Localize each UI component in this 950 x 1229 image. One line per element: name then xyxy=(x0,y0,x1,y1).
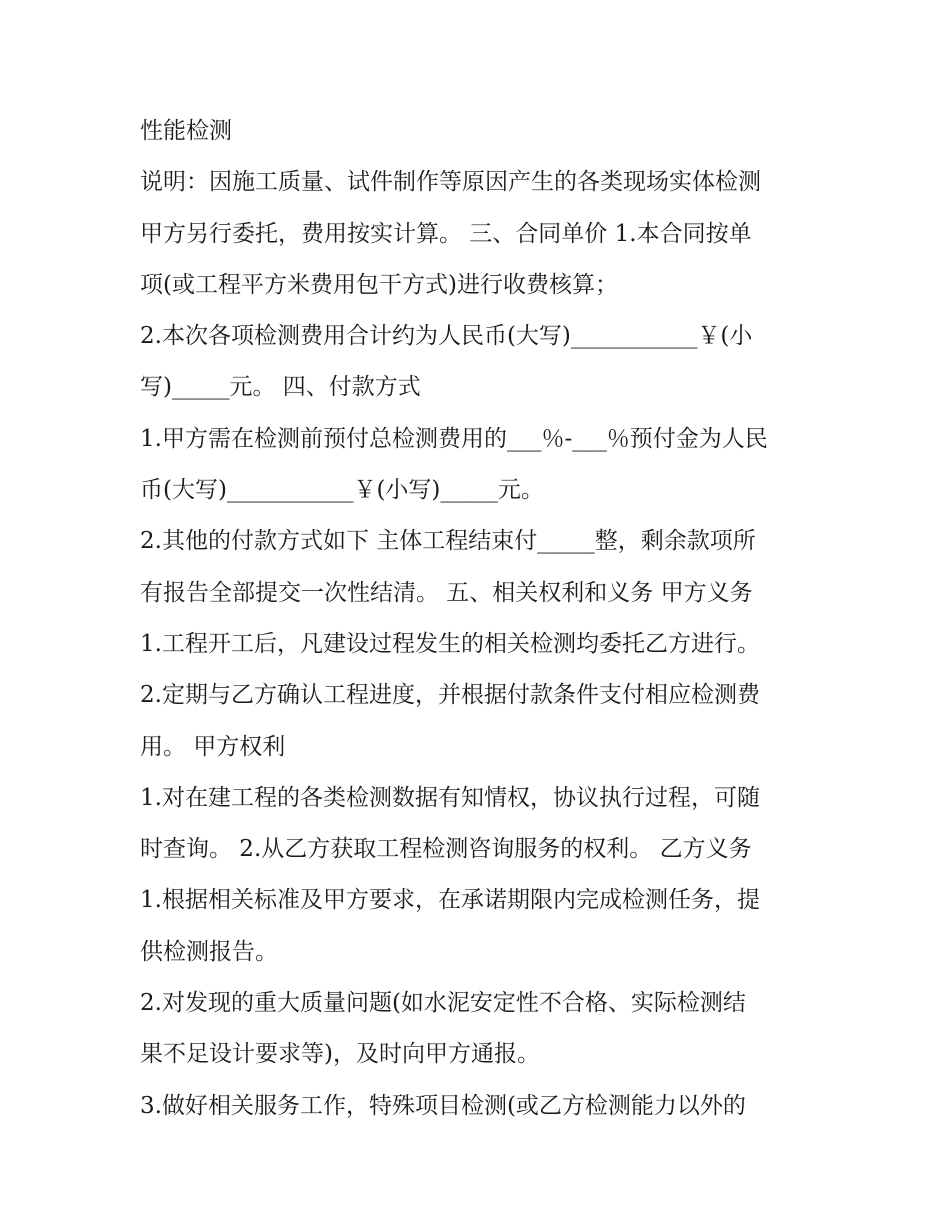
text-line-19: 果不足设计要求等)，及时向甲方通报。 xyxy=(140,1041,540,1068)
text-line-8: 币(大写)___________￥(小写)_____元。 xyxy=(140,477,544,504)
text-line-15: 时查询。 2.从乙方获取工程检测咨询服务的权利。 乙方义务 xyxy=(140,836,752,863)
text-line-5: 2.本次各项检测费用合计约为人民币(大写)___________￥(小 xyxy=(140,323,753,350)
text-line-1: 性能检测 xyxy=(140,118,232,144)
text-line-9: 2.其他的付款方式如下 主体工程结束付_____整，剩余款项所 xyxy=(140,528,756,555)
text-line-7: 1.甲方需在检测前预付总检测费用的___％-___％预付金为人民 xyxy=(140,425,768,452)
text-line-13: 用。 甲方权利 xyxy=(140,733,286,760)
text-line-2: 说明：因施工质量、试件制作等原因产生的各类现场实体检测 xyxy=(140,169,761,196)
text-line-12: 2.定期与乙方确认工程进度，并根据付款条件支付相应检测费 xyxy=(140,682,760,709)
document-body xyxy=(140,106,820,1132)
text-line-20: 3.做好相关服务工作，特殊项目检测(或乙方检测能力以外的 xyxy=(140,1092,746,1119)
text-line-10: 有报告全部提交一次性结清。 五、相关权利和义务 甲方义务 xyxy=(140,579,753,606)
text-line-17: 供检测报告。 xyxy=(140,938,278,965)
text-line-18: 2.对发现的重大质量问题(如水泥安定性不合格、实际检测结 xyxy=(140,990,746,1017)
text-line-6: 写)_____元。 四、付款方式 xyxy=(140,374,421,401)
text-line-3: 甲方另行委托，费用按实计算。 三、合同单价 1.本合同按单 xyxy=(140,220,752,247)
text-line-11: 1.工程开工后，凡建设过程发生的相关检测均委托乙方进行。 xyxy=(140,630,760,657)
text-line-16: 1.根据相关标准及甲方要求，在承诺期限内完成检测任务，提 xyxy=(140,887,760,914)
text-line-14: 1.对在建工程的各类检测数据有知情权，协议执行过程，可随 xyxy=(140,784,760,811)
text-line-4: 项(或工程平方米费用包干方式)进行收费核算； xyxy=(140,271,618,298)
